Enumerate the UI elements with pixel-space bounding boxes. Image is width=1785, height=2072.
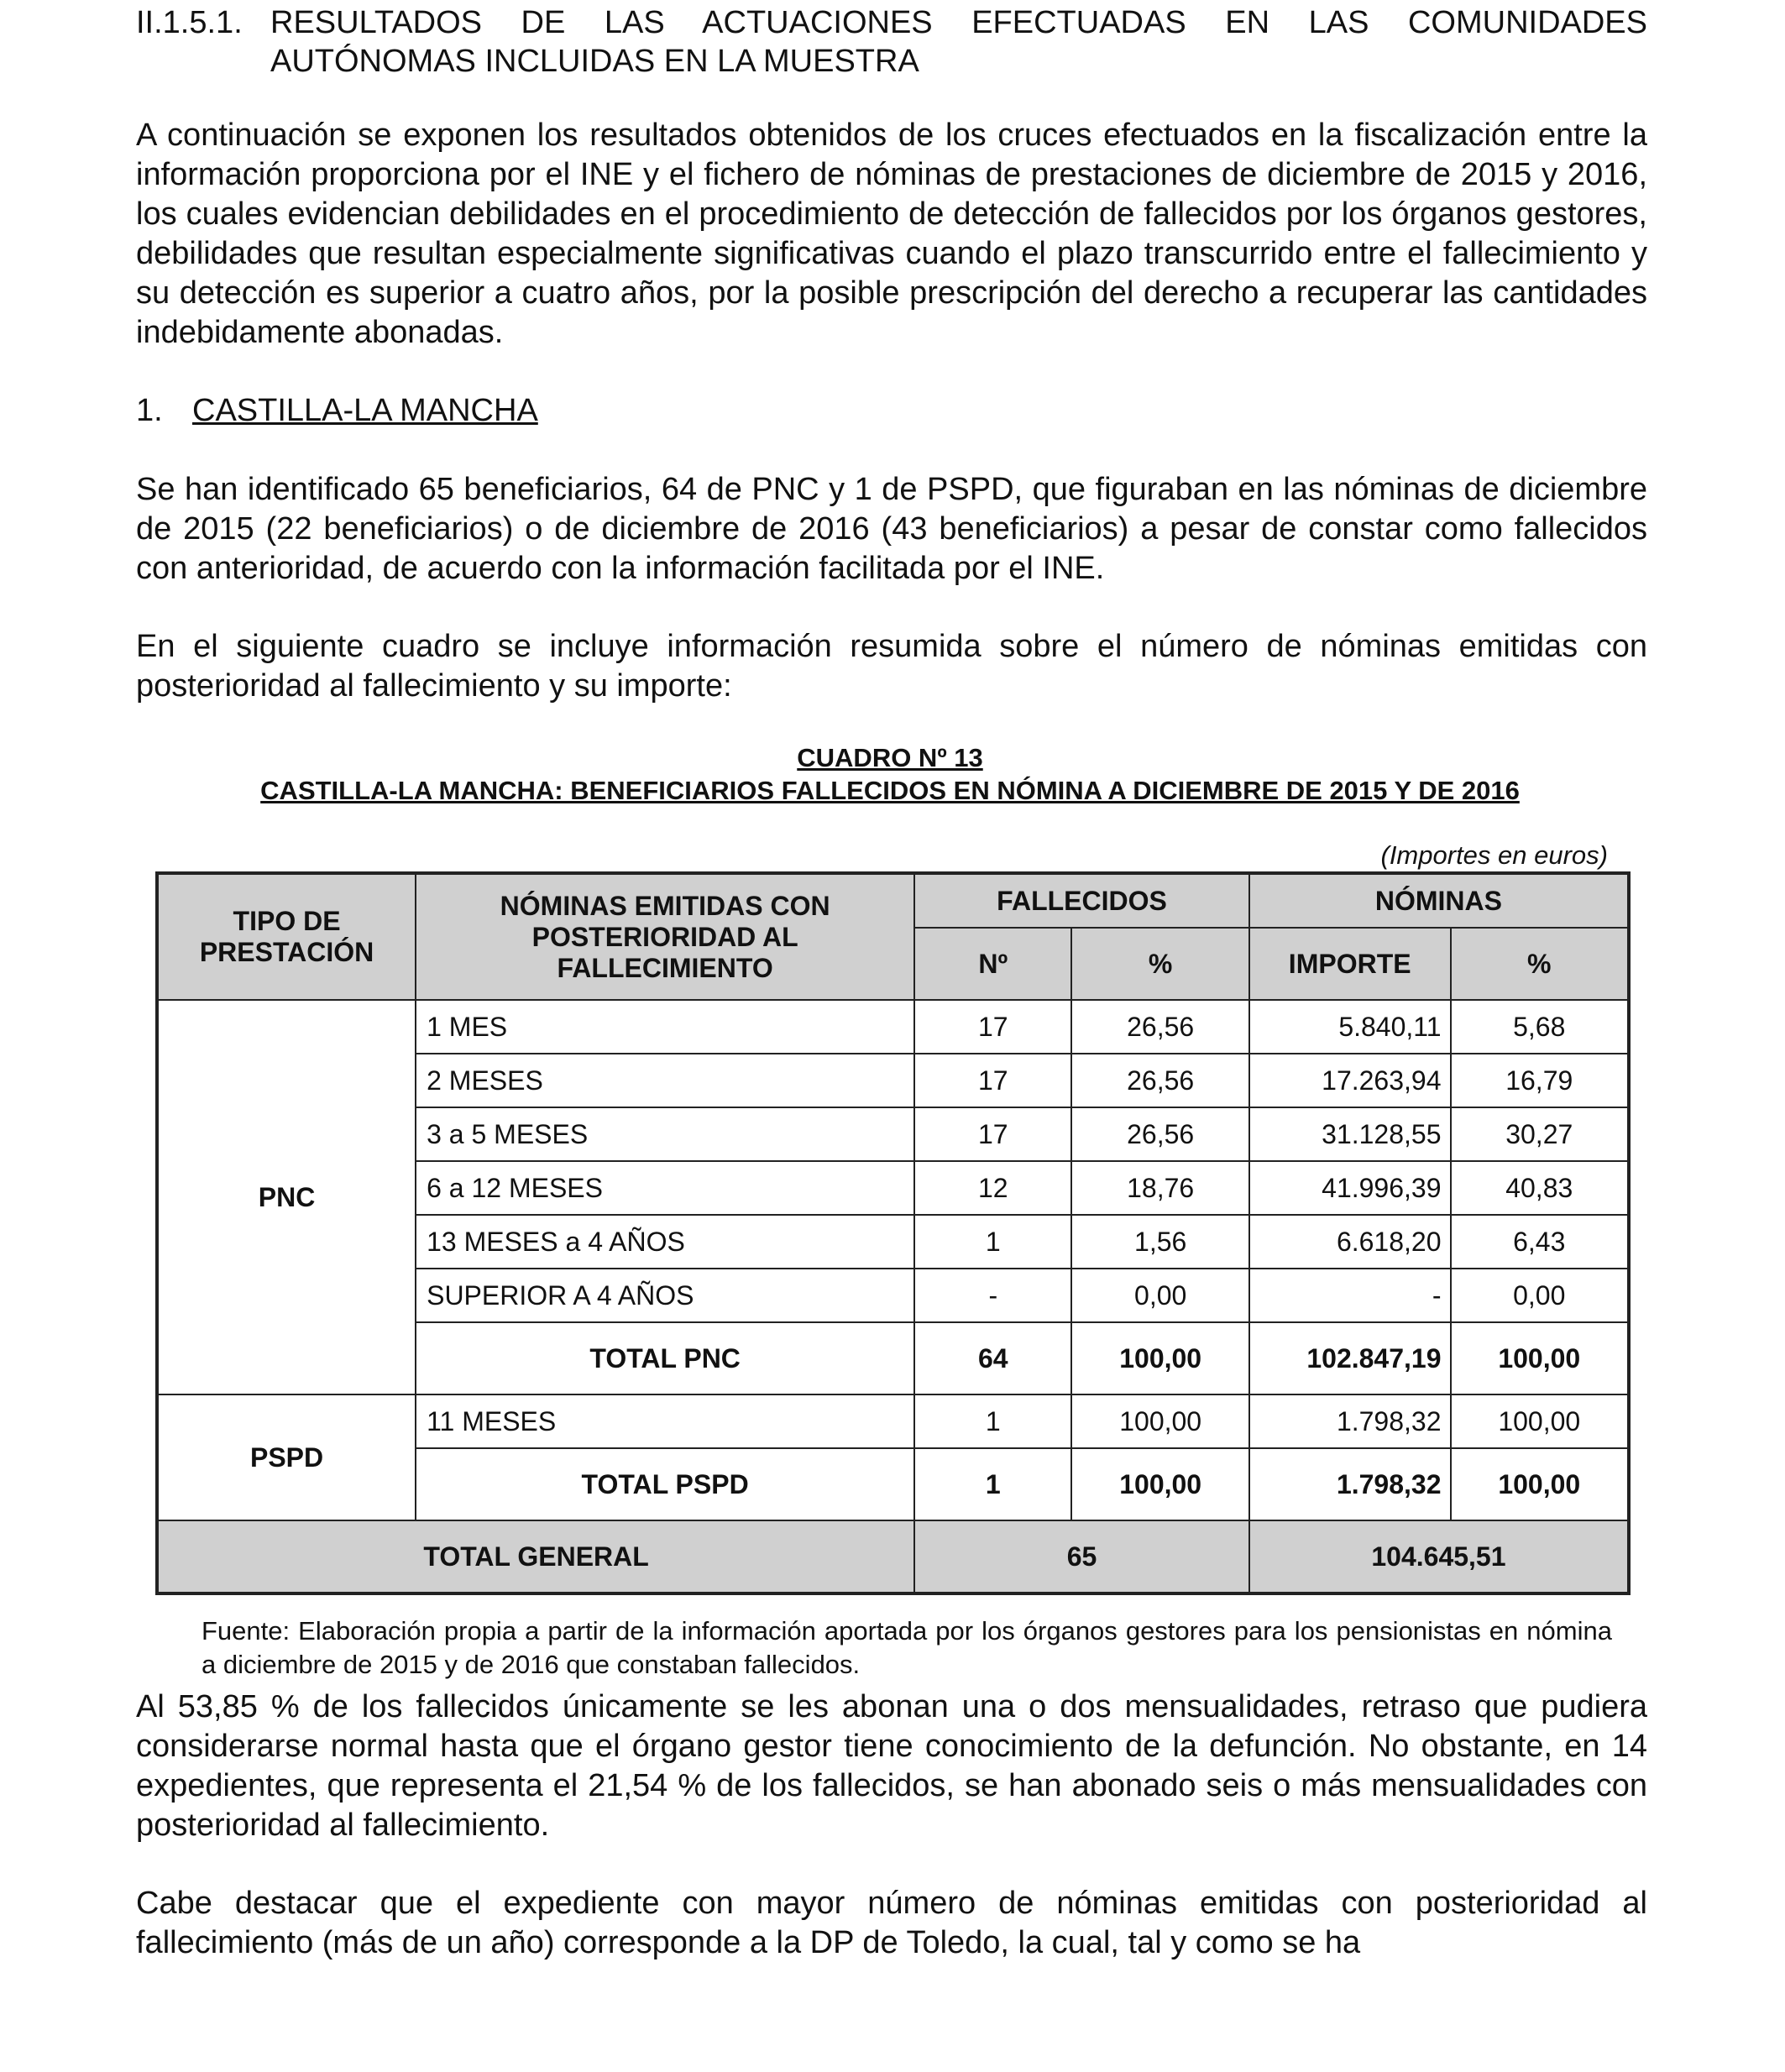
- cell-periodo: 11 MESES: [416, 1394, 914, 1448]
- total-pnc-n: 64: [914, 1322, 1071, 1394]
- tipo-pspd: PSPD: [157, 1394, 416, 1520]
- header-pct-importe: %: [1451, 928, 1630, 1000]
- cell-importe: -: [1249, 1269, 1451, 1322]
- source-note: Fuente: Elaboración propia a partir de la información aportada por los órganos gestores para los pensionistas en nómina a diciembre de 2015 y de 2016 que constaban fallecidos.: [202, 1616, 1612, 1679]
- cell-periodo: 6 a 12 MESES: [416, 1161, 914, 1215]
- intro-paragraph: A continuación se exponen los resultados obtenidos de los cruces efectuados en la fiscalización entre la información proporciona por el INE y el fichero de nóminas de prestaciones de diciembre de 2015 y 2016, los cuales evidencian debilidades en el procedimiento de detección de fallecidos por los órganos gestores, debilidades que resultan especialmente significativas cuando el plazo transcurrido entre el fallecimiento y su detección es superior a cuatro años, por la posible prescripción del derecho a recuperar las cantidades indebidamente abonadas.: [136, 118, 1647, 350]
- heading-number: II.1.5.1.: [136, 5, 243, 40]
- cell-pct: 0,00: [1071, 1269, 1248, 1322]
- cell-pct-importe: 30,27: [1451, 1107, 1630, 1161]
- total-pspd-pct-importe: 100,00: [1451, 1448, 1630, 1520]
- header-nominas-emitidas: NÓMINAS EMITIDAS CON POSTERIORIDAD AL FALLECIMIENTO: [416, 873, 914, 1000]
- cell-n: 17: [914, 1054, 1071, 1107]
- heading-line-1-text: RESULTADOS DE LAS ACTUACIONES EFECTUADAS EN LAS COMUNIDADES: [270, 5, 1647, 40]
- heading-line-2-text: AUTÓNOMAS INCLUIDAS EN LA MUESTRA: [270, 44, 919, 79]
- subsection-number: 1.: [136, 393, 163, 428]
- cell-importe: 5.840,11: [1249, 1000, 1451, 1054]
- header-n: Nº: [914, 928, 1071, 1000]
- cell-pct: 1,56: [1071, 1215, 1248, 1269]
- total-general-importe: 104.645,51: [1249, 1520, 1629, 1593]
- cell-pct: 100,00: [1071, 1394, 1248, 1448]
- total-pspd-n: 1: [914, 1448, 1071, 1520]
- subsection-name: CASTILLA-LA MANCHA: [192, 393, 538, 428]
- tipo-pnc: PNC: [157, 1000, 416, 1394]
- cell-n: 12: [914, 1161, 1071, 1215]
- header-tipo: TIPO DE PRESTACIÓN: [157, 873, 416, 1000]
- subsection-title: [136, 391, 538, 431]
- total-pnc-importe: 102.847,19: [1249, 1322, 1451, 1394]
- table-header-row-1: [157, 873, 1629, 928]
- cell-importe: 6.618,20: [1249, 1215, 1451, 1269]
- cell-pct: 18,76: [1071, 1161, 1248, 1215]
- cell-n: 17: [914, 1000, 1071, 1054]
- cell-pct-importe: 5,68: [1451, 1000, 1630, 1054]
- cuadro-table: [155, 871, 1631, 1595]
- cell-periodo: 13 MESES a 4 AÑOS: [416, 1215, 914, 1269]
- total-general-n: 65: [914, 1520, 1249, 1593]
- cell-pct-importe: 6,43: [1451, 1215, 1630, 1269]
- cell-importe: 17.263,94: [1249, 1054, 1451, 1107]
- cell-pct: 26,56: [1071, 1000, 1248, 1054]
- cell-pct-importe: 40,83: [1451, 1161, 1630, 1215]
- total-pnc-label: TOTAL PNC: [416, 1322, 914, 1394]
- total-pspd-pct: 100,00: [1071, 1448, 1248, 1520]
- total-pspd-label: TOTAL PSPD: [416, 1448, 914, 1520]
- cell-pct-importe: 0,00: [1451, 1269, 1630, 1322]
- table-row: [157, 1000, 1629, 1054]
- header-fallecidos: FALLECIDOS: [914, 873, 1249, 928]
- cell-pct: 26,56: [1071, 1054, 1248, 1107]
- cell-periodo: 3 a 5 MESES: [416, 1107, 914, 1161]
- header-pct: %: [1071, 928, 1248, 1000]
- total-pspd-importe: 1.798,32: [1249, 1448, 1451, 1520]
- header-nominas: NÓMINAS: [1249, 873, 1629, 928]
- cuadro-title: CASTILLA-LA MANCHA: BENEFICIARIOS FALLECIDOS EN NÓMINA A DICIEMBRE DE 2015 Y DE 2016: [260, 776, 1520, 805]
- paragraph-analysis: Al 53,85 % de los fallecidos únicamente se les abonan una o dos mensualidades, retraso que pudiera considerarse normal hasta que el órgano gestor tiene conocimiento de la defunción. No obstante, en 14 expedientes, que representa el 21,54 % de los fallecidos, se han abonado seis o más mensualidades con posterioridad al fallecimiento.: [136, 1689, 1647, 1843]
- cell-importe: 41.996,39: [1249, 1161, 1451, 1215]
- section-heading-line-1: [136, 3, 1647, 42]
- cell-pct-importe: 100,00: [1451, 1394, 1630, 1448]
- header-importe: IMPORTE: [1249, 928, 1451, 1000]
- paragraph-beneficiarios: Se han identificado 65 beneficiarios, 64 de PNC y 1 de PSPD, que figuraban en las nóminas de diciembre de 2015 (22 beneficiarios) o de diciembre de 2016 (43 beneficiarios) a pesar de constar como fallecidos con anterioridad, de acuerdo con la información facilitada por el INE.: [136, 472, 1647, 586]
- total-pnc-pct: 100,00: [1071, 1322, 1248, 1394]
- cell-n: 1: [914, 1215, 1071, 1269]
- cell-n: 17: [914, 1107, 1071, 1161]
- total-pnc-pct-importe: 100,00: [1451, 1322, 1630, 1394]
- total-general-row: [157, 1520, 1629, 1593]
- cuadro-number: CUADRO Nº 13: [797, 743, 983, 772]
- cell-periodo: 2 MESES: [416, 1054, 914, 1107]
- cell-n: -: [914, 1269, 1071, 1322]
- total-general-label: TOTAL GENERAL: [157, 1520, 914, 1593]
- cell-importe: 31.128,55: [1249, 1107, 1451, 1161]
- cell-importe: 1.798,32: [1249, 1394, 1451, 1448]
- cell-periodo: SUPERIOR A 4 AÑOS: [416, 1269, 914, 1322]
- section-heading: [136, 3, 1647, 81]
- cell-pct: 26,56: [1071, 1107, 1248, 1161]
- table-row: [157, 1394, 1629, 1448]
- paragraph-cuadro-intro: En el siguiente cuadro se incluye información resumida sobre el número de nóminas emitidas con posterioridad al fallecimiento y su importe:: [136, 629, 1647, 704]
- cell-n: 1: [914, 1394, 1071, 1448]
- units-note: (Importes en euros): [1380, 840, 1608, 870]
- paragraph-toledo: Cabe destacar que el expediente con mayor número de nóminas emitidas con posterioridad al fallecimiento (más de un año) corresponde a la DP de Toledo, la cual, tal y como se ha: [136, 1886, 1647, 1960]
- cell-periodo: 1 MES: [416, 1000, 914, 1054]
- cell-pct-importe: 16,79: [1451, 1054, 1630, 1107]
